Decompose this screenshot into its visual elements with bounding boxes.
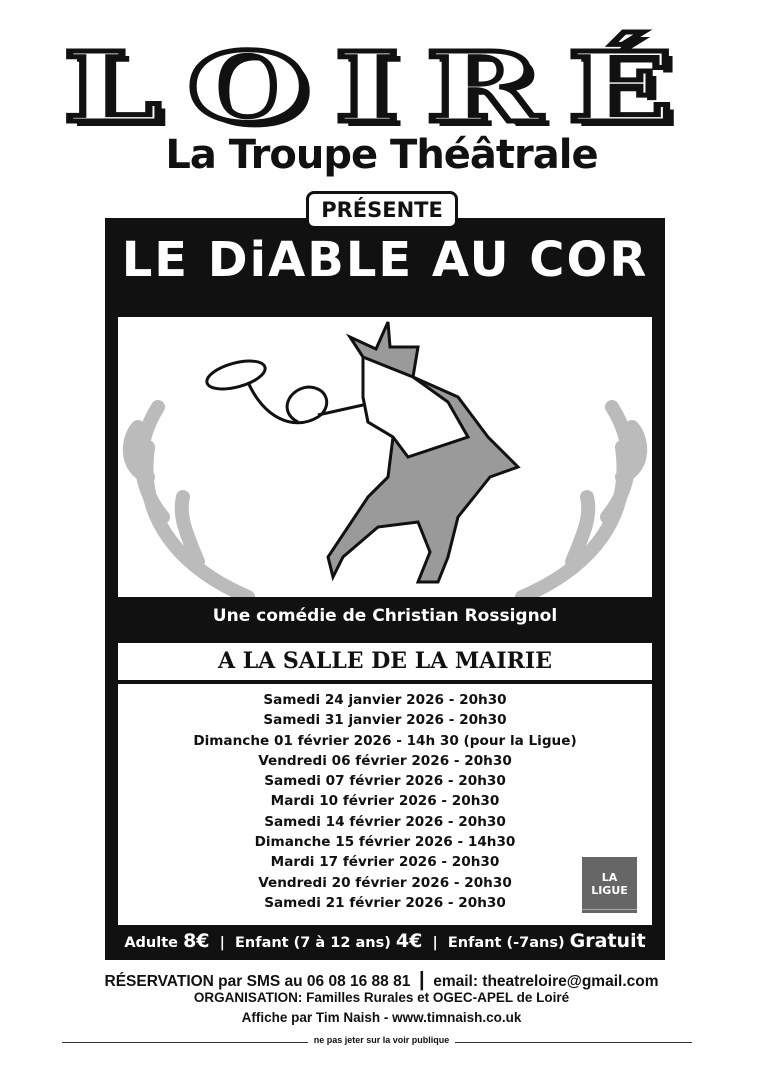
adult-label: Adulte: [124, 935, 178, 951]
small-child-price: Gratuit: [569, 930, 646, 952]
date-item: Samedi 21 février 2026 - 20h30: [264, 894, 506, 911]
date-item: Dimanche 01 février 2026 - 14h 30 (pour la Ligue): [193, 732, 577, 749]
disposal-notice-text: ne pas jeter sur la voir publique: [308, 1035, 456, 1045]
venue-label: A LA SALLE DE LA MAIRIE: [118, 643, 652, 680]
small-child-label: Enfant (-7ans): [447, 935, 565, 951]
separator: |: [418, 969, 425, 991]
logo-title: LOIRÉ: [63, 31, 700, 144]
reservation-sms: RÉSERVATION par SMS au 06 08 16 88 81: [104, 973, 411, 990]
horn-icon: [204, 356, 363, 423]
antler-left-icon: [130, 407, 248, 597]
show-author: Une comédie de Christian Rossignol: [212, 606, 558, 626]
dates-list: [118, 684, 652, 925]
date-item: Mardi 10 février 2026 - 20h30: [270, 793, 500, 810]
devil-illustration: [118, 317, 652, 597]
disposal-notice: [0, 1035, 763, 1045]
child-label: Enfant (7 à 12 ans): [235, 935, 391, 951]
antler-right-icon: [522, 407, 640, 597]
date-item: Mardi 17 février 2026 - 20h30: [270, 854, 500, 871]
ligue-name: LA LIGUE: [591, 871, 628, 897]
date-item: Samedi 07 février 2026 - 20h30: [264, 773, 506, 790]
reservation-email: email: theatreloire@gmail.com: [433, 973, 659, 990]
date-item: Samedi 31 janvier 2026 - 20h30: [263, 712, 507, 729]
child-price: 4€: [395, 930, 423, 952]
date-item: Samedi 14 février 2026 - 20h30: [264, 813, 506, 830]
presente-badge: PRÉSENTE: [306, 191, 458, 229]
devil-figure-icon: [328, 322, 518, 582]
date-item: Vendredi 06 février 2026 - 20h30: [258, 752, 512, 769]
credit-line: Affiche par Tim Naish - www.timnaish.co.uk: [241, 1010, 522, 1025]
separator: |: [432, 935, 438, 951]
prices-bar: [105, 930, 665, 952]
separator: |: [219, 935, 225, 951]
organisation-line: ORGANISATION: Familles Rurales et OGEC-APEL de Loiré: [193, 990, 570, 1005]
reservation-line: [0, 969, 763, 992]
ligue-sub: CONTRE LE CANCER: [582, 909, 637, 919]
date-item: Vendredi 20 février 2026 - 20h30: [258, 874, 512, 891]
date-item: Samedi 24 janvier 2026 - 20h30: [263, 692, 507, 708]
show-title: LE DiABLE AU COR: [121, 232, 649, 288]
date-item: Dimanche 15 février 2026 - 14h30: [254, 834, 516, 851]
troupe-name: La Troupe Théâtrale: [165, 132, 598, 178]
adult-price: 8€: [183, 930, 210, 952]
ligue-logo: [582, 857, 637, 919]
